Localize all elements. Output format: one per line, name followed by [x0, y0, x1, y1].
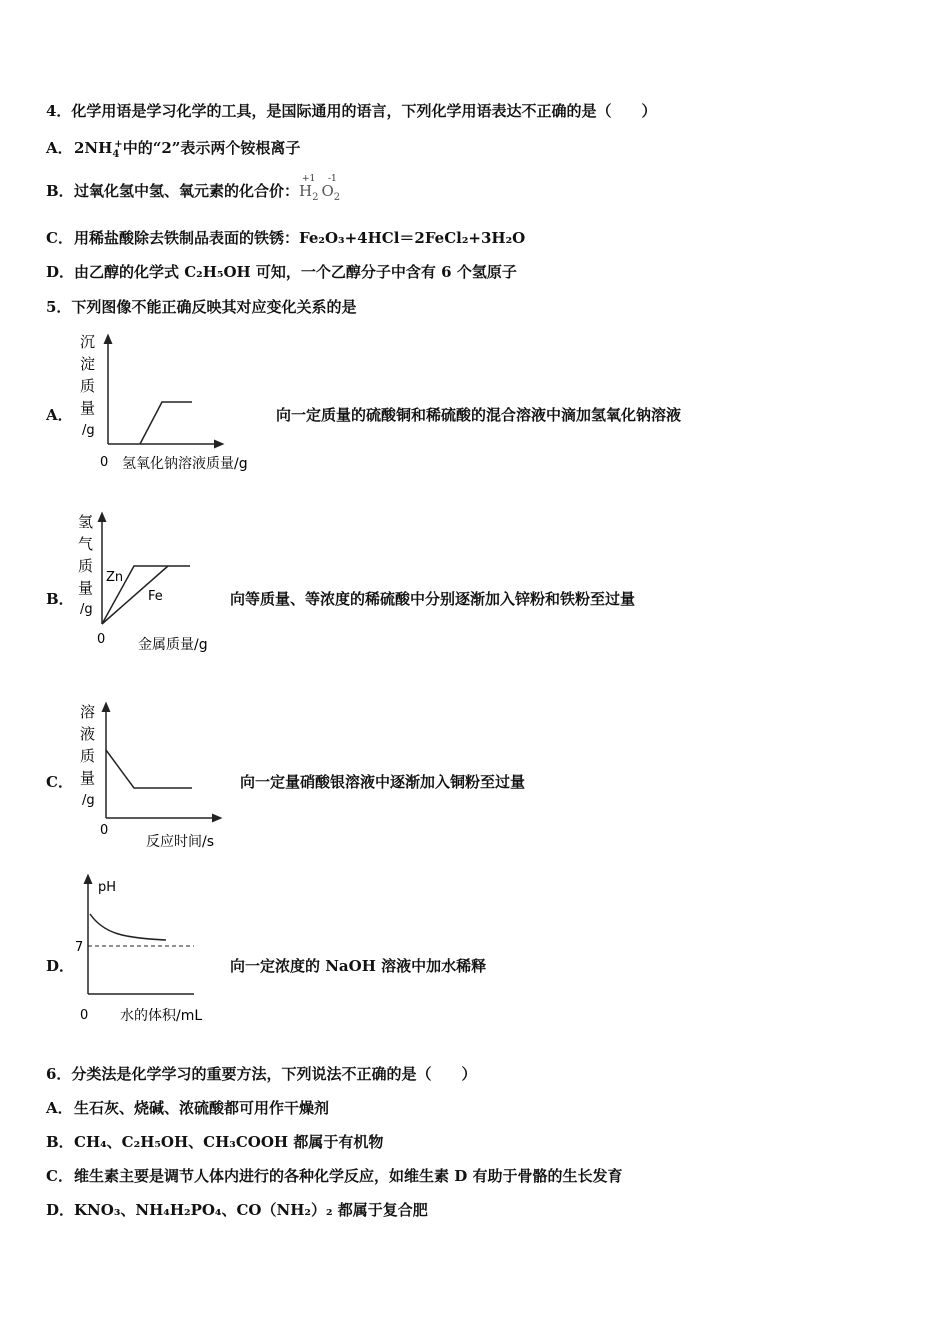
precipitate-curve — [140, 402, 192, 444]
q6-stem: 6．分类法是化学学习的重要方法，下列说法不正确的是（ ） — [46, 1065, 477, 1083]
y-label-char: 量 — [80, 399, 96, 417]
x-label: 氢氧化钠溶液质量/g — [122, 456, 248, 472]
y-label-char: 氢 — [78, 513, 94, 531]
y-label-char: 质 — [80, 377, 96, 395]
option-letter: C． — [46, 1167, 73, 1185]
q5-option-b-desc: 向等质量、等浓度的稀硫酸中分别逐渐加入锌粉和铁粉至过量 — [230, 590, 636, 608]
graph-b — [70, 510, 230, 660]
series-label-zn: Zn — [106, 570, 124, 585]
graph-a — [70, 330, 290, 480]
option-letter: C． — [46, 229, 73, 247]
chemical-equation: Fe₂O₃+4HCl＝2FeCl₂+3H₂O — [299, 229, 526, 247]
origin-label: 0 — [97, 632, 106, 647]
q5-option-a-desc: 向一定质量的硫酸铜和稀硫酸的混合溶液中滴加氢氧化钠溶液 — [276, 406, 682, 424]
y-label-char: 量 — [80, 769, 96, 787]
q5-option-c-letter: C． — [46, 773, 73, 791]
graph-d — [70, 872, 230, 1030]
q4-option-b: B．过氧化氢中氢、氧元素的化合价： +1 -1 $H_2$ $O_2$ — [46, 181, 349, 208]
q4-option-d: D．由乙醇的化学式 C₂H₅OH 可知，一个乙醇分子中含有 6 个氢原子 — [46, 263, 517, 281]
solution-mass-curve — [106, 750, 192, 788]
x-label: 反应时间/s — [146, 834, 215, 850]
series-label-fe: Fe — [148, 589, 163, 604]
q6-option-a: A．生石灰、烧碱、浓硫酸都可用作干燥剂 — [46, 1099, 330, 1117]
origin-label: 0 — [80, 1008, 89, 1023]
option-letter: D． — [46, 263, 75, 281]
q5-stem: 5．下列图像不能正确反映其对应变化关系的是 — [46, 298, 357, 316]
q5-option-a-letter: A． — [46, 406, 73, 424]
y-label-char: 液 — [80, 725, 96, 743]
graph-c — [70, 700, 235, 855]
q4-option-c: C．用稀盐酸除去铁制品表面的铁锈：Fe₂O₃+4HCl＝2FeCl₂+3H₂O — [46, 229, 526, 247]
q6-option-c: C．维生素主要是调节人体内进行的各种化学反应，如维生素 D 有助于骨骼的生长发育 — [46, 1167, 623, 1185]
y-label-char: 溶 — [80, 703, 96, 721]
y-label: pH — [98, 880, 117, 895]
ref-value-label: 7 — [75, 940, 84, 955]
origin-label: 0 — [100, 823, 109, 838]
y-label-char: 量 — [78, 579, 94, 597]
q5-option-c-desc: 向一定量硝酸银溶液中逐渐加入铜粉至过量 — [240, 773, 526, 791]
x-label: 金属质量/g — [138, 637, 208, 653]
q4-option-a: A．$2NH_4^+$中的“2”表示两个铵根离子 — [46, 139, 301, 160]
y-label-char: 沉 — [80, 333, 96, 351]
option-letter: A． — [46, 139, 73, 157]
y-label-char: 气 — [78, 535, 94, 553]
q5-option-d-desc: 向一定浓度的 NaOH 溶液中加水稀释 — [230, 957, 487, 975]
y-label-char: 质 — [80, 747, 96, 765]
option-letter: A． — [46, 1099, 73, 1117]
ph-curve — [90, 914, 166, 940]
y-label-unit: /g — [82, 793, 95, 808]
q5-option-d-letter: D． — [46, 957, 75, 975]
x-label: 水的体积/mL — [120, 1008, 203, 1024]
y-label-char: 质 — [78, 557, 94, 575]
y-label-unit: /g — [82, 423, 95, 438]
q6-option-b: B．CH₄、C₂H₅OH、CH₃COOH 都属于有机物 — [46, 1133, 384, 1151]
q5-option-b-letter: B． — [46, 590, 74, 608]
option-letter: B． — [46, 182, 74, 200]
q4-stem: 4．化学用语是学习化学的工具，是国际通用的语言，下列化学用语表达不正确的是（ ） — [46, 102, 657, 120]
valence-formula: +1 -1 $H_2$ $O_2$ — [299, 174, 341, 203]
y-label-char: 淀 — [80, 355, 96, 373]
option-letter: B． — [46, 1133, 74, 1151]
q6-option-d: D．KNO₃、NH₄H₂PO₄、CO（NH₂）₂ 都属于复合肥 — [46, 1201, 428, 1219]
origin-label: 0 — [100, 455, 109, 470]
y-label-unit: /g — [80, 602, 93, 617]
option-letter: D． — [46, 1201, 75, 1219]
